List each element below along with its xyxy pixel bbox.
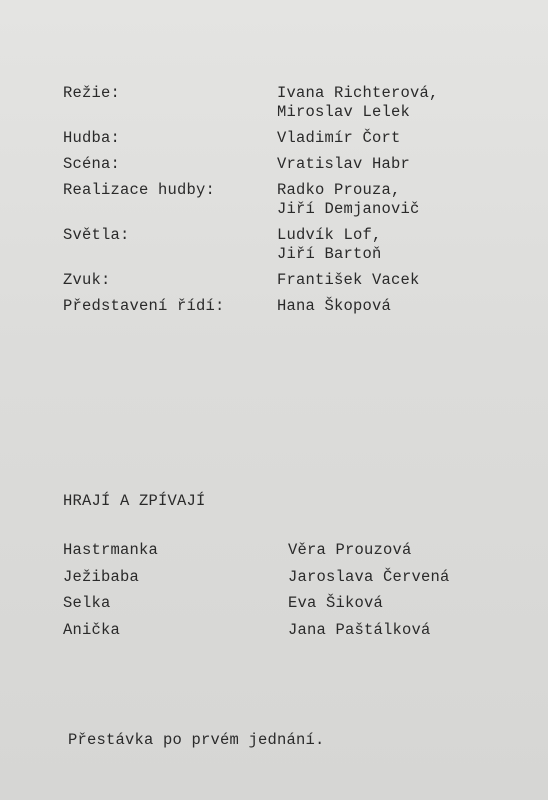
credit-names bbox=[277, 129, 401, 148]
credit-row-direction bbox=[63, 84, 523, 122]
credit-name: Hana Škopová bbox=[277, 297, 392, 315]
credit-name: František Vacek bbox=[277, 271, 420, 289]
credit-name: Ludvík Lof, bbox=[277, 226, 382, 244]
credit-row-music-realization bbox=[63, 181, 523, 219]
credit-name: Vladimír Čort bbox=[277, 129, 401, 147]
credit-names bbox=[277, 271, 420, 290]
cast-heading: HRAJÍ A ZPÍVAJÍ bbox=[63, 492, 206, 510]
credit-role: Realizace hudby: bbox=[63, 181, 216, 199]
credit-role: Režie: bbox=[63, 84, 121, 102]
credit-role: Zvuk: bbox=[63, 271, 111, 289]
credit-names bbox=[277, 84, 439, 122]
cast-actor: Eva Šiková bbox=[288, 594, 384, 612]
credit-name: Ivana Richterová, bbox=[277, 84, 439, 102]
cast-role: Hastrmanka bbox=[63, 541, 159, 559]
credits-list bbox=[63, 84, 523, 323]
cast-row bbox=[63, 541, 523, 568]
cast-role: Anička bbox=[63, 620, 121, 639]
credit-name: Miroslav Lelek bbox=[277, 103, 411, 121]
credit-role: Světla: bbox=[63, 226, 130, 244]
credit-row-stage-manager bbox=[63, 297, 523, 316]
credit-name: Jiří Demjanovič bbox=[277, 200, 420, 218]
cast-row bbox=[63, 594, 523, 621]
cast-role: Ježibaba bbox=[63, 567, 140, 586]
credit-role: Hudba: bbox=[63, 129, 121, 147]
credit-names bbox=[277, 226, 382, 264]
credit-names bbox=[277, 297, 391, 316]
cast-actor: Věra Prouzová bbox=[288, 541, 412, 559]
intermission-note: Přestávka po prvém jednání. bbox=[68, 731, 325, 749]
cast-row bbox=[63, 621, 523, 648]
credit-row-lighting bbox=[63, 226, 523, 264]
cast-role: Selka bbox=[63, 594, 111, 612]
credit-names bbox=[277, 155, 410, 174]
cast-row bbox=[63, 568, 523, 595]
credit-row-music bbox=[63, 129, 523, 148]
credit-role: Představení řídí: bbox=[63, 297, 225, 315]
credit-row-set bbox=[63, 155, 523, 174]
credit-name: Vratislav Habr bbox=[277, 155, 411, 173]
cast-list bbox=[63, 541, 523, 647]
credit-name: Radko Prouza, bbox=[277, 181, 401, 199]
credit-role: Scéna: bbox=[63, 155, 121, 173]
credit-names bbox=[277, 181, 420, 219]
cast-actor: Jana Paštálková bbox=[288, 620, 431, 639]
credit-name: Jiří Bartoň bbox=[277, 245, 382, 263]
cast-actor: Jaroslava Červená bbox=[288, 567, 450, 586]
credit-row-sound bbox=[63, 271, 523, 290]
